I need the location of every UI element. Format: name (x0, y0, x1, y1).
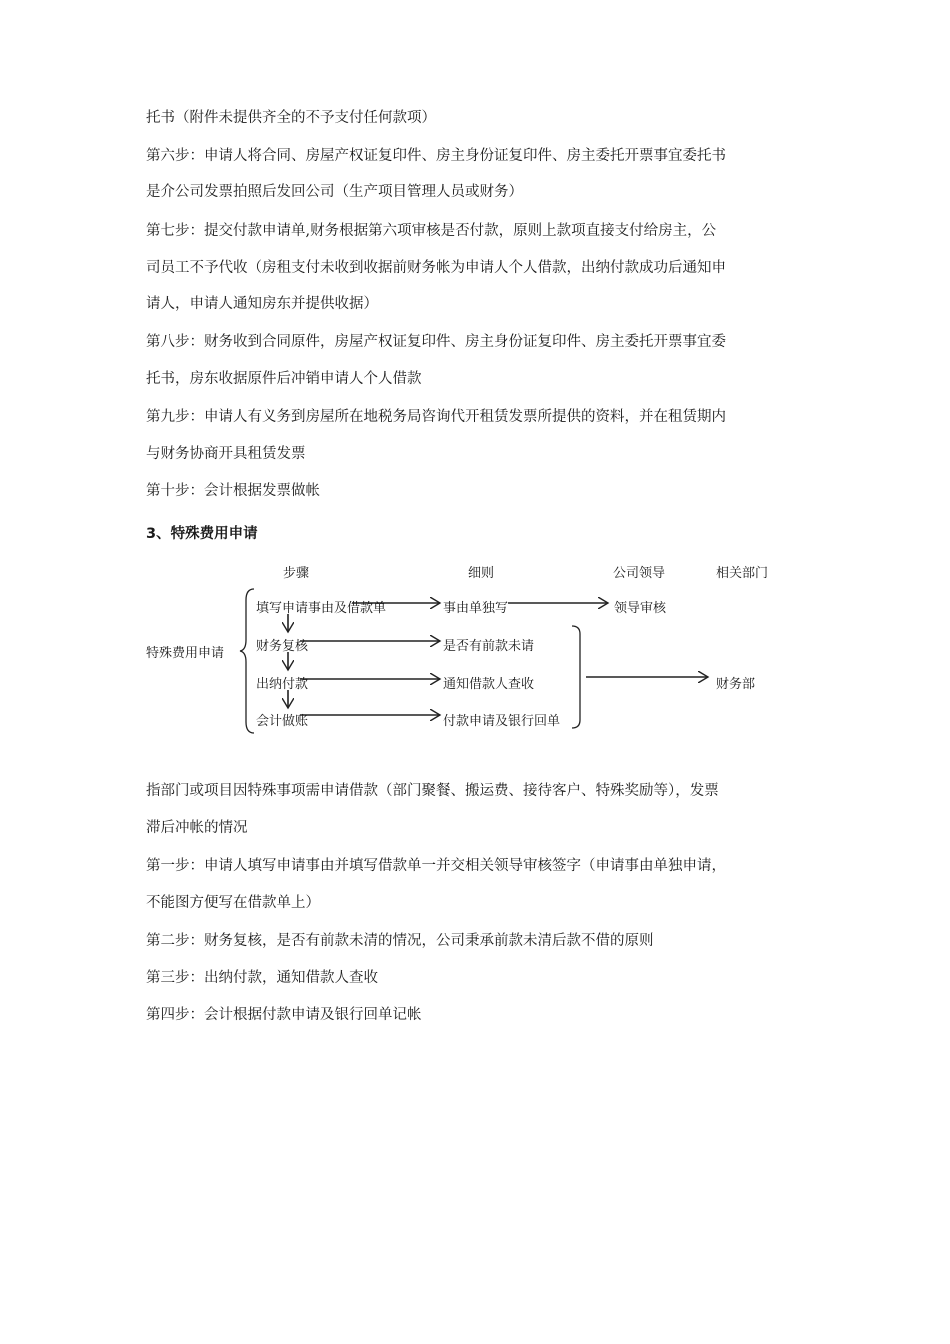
detail-item: 是否有前款未请 (443, 639, 535, 654)
text-line: 第四步：会计根据付款申请及银行回单记帐 (146, 1007, 422, 1023)
text-line: 托书（附件未提供齐全的不予支付任何款项） (146, 110, 436, 126)
text-line: 托书，房东收据原件后冲销申请人个人借款 (146, 371, 422, 387)
text-line: 第九步：申请人有义务到房屋所在地税务局咨询代开租赁发票所提供的资料，并在租赁期内 (146, 409, 726, 425)
text-line: 第六步：申请人将合同、房屋产权证复印件、房主身份证复印件、房主委托开票事宜委托书 (146, 148, 726, 164)
text-line: 第八步：财务收到合同原件，房屋产权证复印件、房主身份证复印件、房主委托开票事宜委 (146, 334, 726, 350)
step-item: 出纳付款 (256, 677, 309, 692)
step-item: 填写申请事由及借款单 (256, 601, 387, 616)
dept-node: 财务部 (716, 677, 756, 692)
root-label: 特殊费用申请 (146, 646, 225, 661)
detail-item: 事由单独写 (443, 601, 509, 616)
header-details: 细则 (468, 566, 495, 581)
step-item: 会计做账 (256, 714, 309, 729)
text-line: 滞后冲帐的情况 (146, 820, 248, 836)
header-steps: 步骤 (283, 566, 310, 581)
text-line: 第一步：申请人填写申请事由并填写借款单一并交相关领导审核签字（申请事由单独申请， (146, 858, 726, 874)
text-line: 司员工不予代收（房租支付未收到收据前财务帐为申请人个人借款，出纳付款成功后通知申 (146, 260, 726, 276)
text-line: 指部门或项目因特殊事项需申请借款（部门聚餐、搬运费、接待客户、特殊奖励等），发票 (146, 783, 719, 799)
detail-item: 通知借款人查收 (443, 677, 535, 692)
text-line: 请人，申请人通知房东并提供收据） (146, 296, 378, 312)
text-line: 第七步：提交付款申请单,财务根据第六项审核是否付款，原则上款项直接支付给房主，公 (146, 223, 717, 239)
text-line: 与财务协商开具租赁发票 (146, 446, 306, 462)
header-leader: 公司领导 (613, 566, 666, 581)
text-line: 第三步：出纳付款，通知借款人查收 (146, 970, 378, 986)
left-brace (240, 589, 254, 733)
right-bracket (572, 626, 580, 728)
text-line: 不能图方便写在借款单上） (146, 895, 320, 911)
header-dept: 相关部门 (716, 566, 769, 581)
detail-item: 付款申请及银行回单 (443, 714, 561, 729)
leader-node: 领导审核 (614, 601, 667, 616)
text-line: 第十步：会计根据发票做帐 (146, 483, 320, 499)
section-heading: 3、特殊费用申请 (146, 526, 258, 542)
text-line: 是介公司发票拍照后发回公司（生产项目管理人员或财务） (146, 184, 523, 200)
step-item: 财务复核 (256, 639, 309, 654)
text-line: 第二步：财务复核，是否有前款未清的情况，公司秉承前款未清后款不借的原则 (146, 933, 654, 949)
